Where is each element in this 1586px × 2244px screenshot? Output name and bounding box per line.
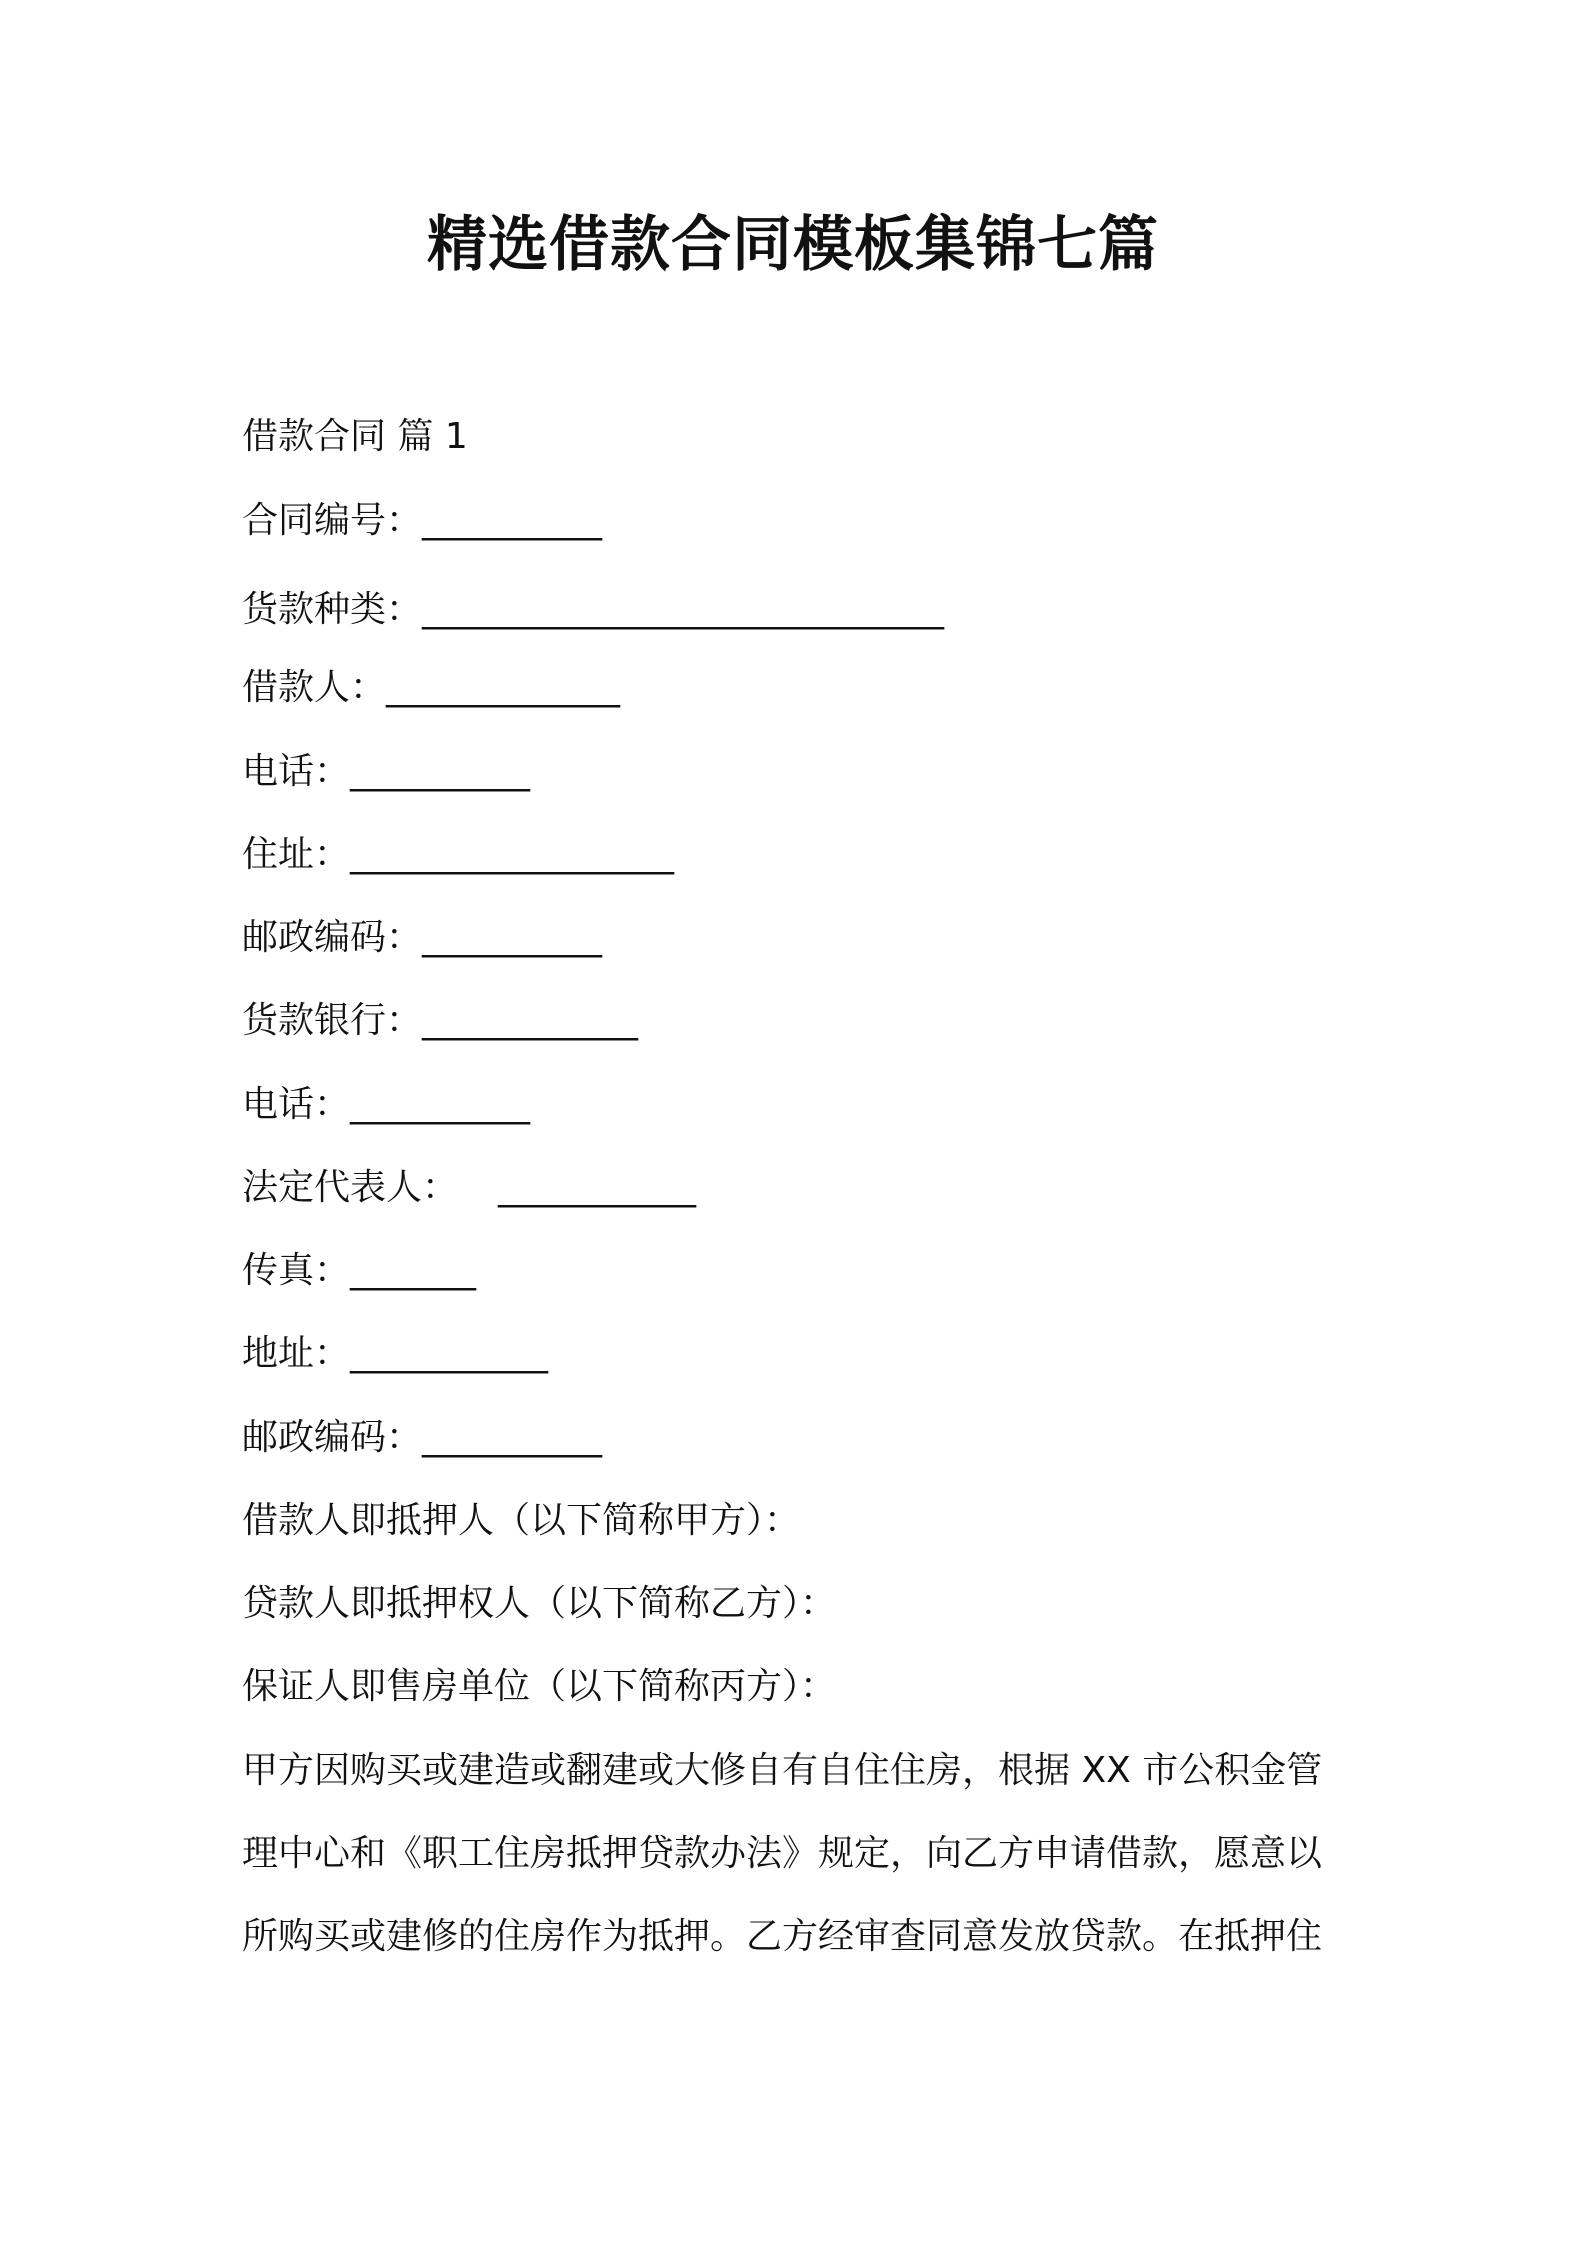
field-label: 传真： [242, 1250, 351, 1291]
field-bank-phone [242, 1080, 530, 1130]
field-label: 货款种类： [242, 589, 423, 630]
field-blank: _______ [350, 1250, 477, 1291]
field-borrower-phone [242, 747, 530, 797]
field-blank: ___________ [350, 1333, 549, 1374]
field-blank: __________ [422, 1417, 603, 1458]
field-label: 邮政编码： [242, 1417, 423, 1458]
field-blank: _____________ [386, 667, 621, 708]
field-blank: ___________ [498, 1167, 697, 1208]
field-blank: _____________________________ [422, 589, 945, 630]
field-legal-representative [242, 1163, 696, 1213]
body-line: 甲方因购买或建造或翻建或大修自有自住住房，根据 XX 市公积金管 [242, 1750, 1323, 1791]
field-borrower-postcode [242, 913, 602, 963]
field-blank: __________ [350, 1084, 531, 1125]
section-heading: 借款合同 篇 1 [242, 416, 468, 457]
field-contract-number [242, 496, 602, 546]
field-label: 邮政编码： [242, 917, 423, 958]
party-a: 借款人即抵押人（以下简称甲方）： [242, 1500, 801, 1541]
party-c: 保证人即售房单位（以下简称丙方）： [242, 1666, 837, 1707]
field-label: 货款银行： [242, 1000, 423, 1041]
field-borrower-address [242, 830, 674, 880]
field-loan-type [242, 585, 944, 635]
field-label: 法定代表人： [242, 1167, 459, 1208]
field-lending-bank [242, 996, 638, 1046]
field-label: 电话： [242, 751, 351, 792]
party-b: 贷款人即抵押权人（以下简称乙方）： [242, 1583, 837, 1624]
field-label: 借款人： [242, 667, 387, 708]
field-blank: __________ [422, 500, 603, 541]
field-blank: __________ [422, 917, 603, 958]
field-blank: __________________ [350, 834, 675, 875]
field-blank: ____________ [422, 1000, 639, 1041]
field-label: 住址： [242, 834, 351, 875]
body-line: 所购买或建修的住房作为抵押。乙方经审查同意发放贷款。在抵押住 [242, 1916, 1323, 1957]
field-label: 电话： [242, 1084, 351, 1125]
field-bank-postcode [242, 1413, 602, 1463]
field-label: 地址： [242, 1333, 351, 1374]
field-borrower [242, 663, 620, 713]
document-title: 精选借款合同模板集锦七篇 [427, 210, 1159, 280]
field-blank: __________ [350, 751, 531, 792]
field-bank-address [242, 1329, 548, 1379]
body-line: 理中心和《职工住房抵押贷款办法》规定，向乙方申请借款，愿意以 [242, 1833, 1323, 1874]
field-fax [242, 1246, 476, 1296]
field-label: 合同编号： [242, 500, 423, 541]
